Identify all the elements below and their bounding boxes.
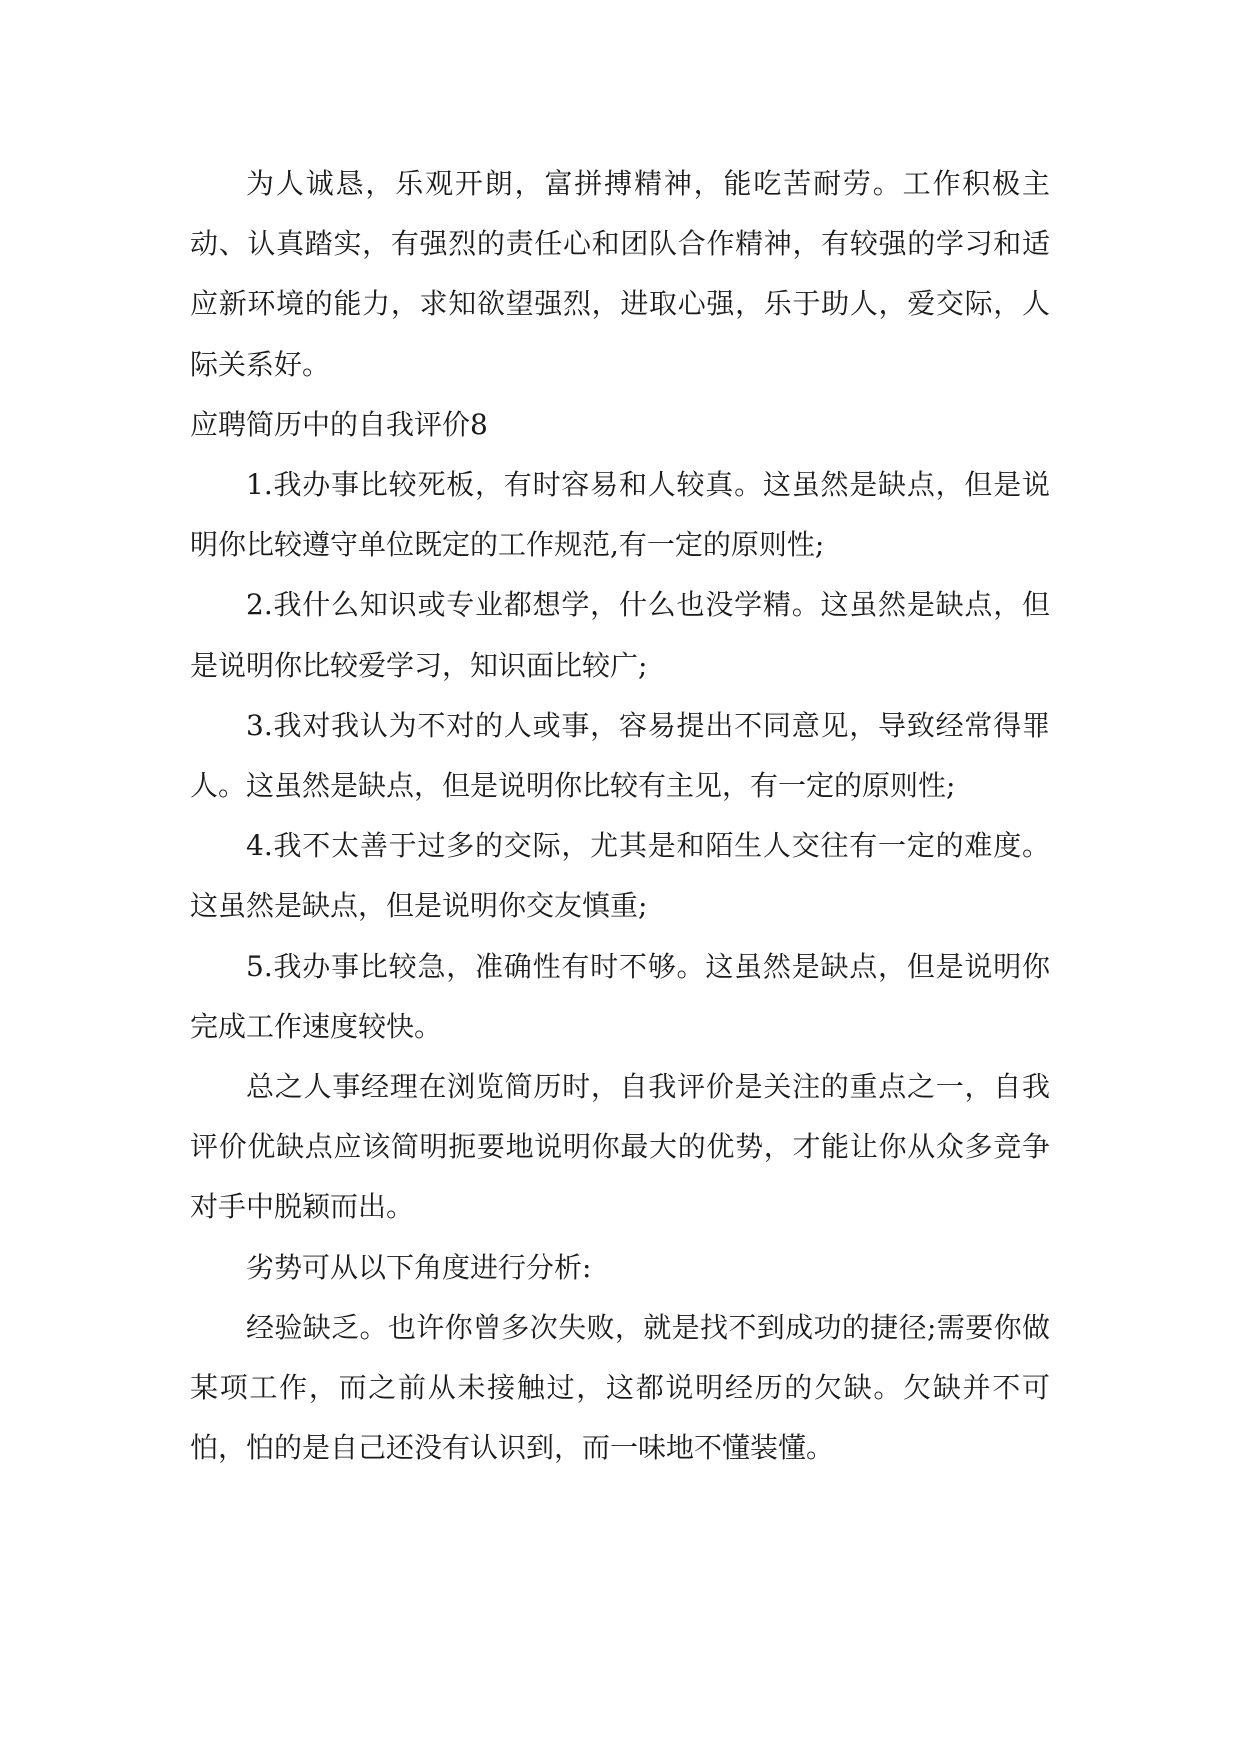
paragraph-weakness-intro: 劣势可从以下角度进行分析: (246, 1250, 592, 1284)
paragraph-summary: 总之人事经理在浏览简历时，自我评价是关注的重点之一，自我评价优缺点应该简明扼要地说明你最大的优势，才能让你从众多竞争对手中脱颖而出。 (190, 1070, 1050, 1224)
list-item-3: 3.我对我认为不对的人或事，容易提出不同意见，导致经常得罪人。这虽然是缺点，但是说明你比较有主见，有一定的原则性; (190, 708, 1050, 803)
list-item-5: 5.我办事比较急，准确性有时不够。这虽然是缺点，但是说明你完成工作速度较快。 (190, 949, 1050, 1043)
paragraph-self-introduction: 为人诚恳，乐观开朗，富拼搏精神，能吃苦耐劳。工作积极主动、认真踏实，有强烈的责任心和团队合作精神，有较强的学习和适应新环境的能力，求知欲望强烈，进取心强，乐于助人，爱交际，人际关系好。 (190, 167, 1050, 381)
section-heading: 应聘简历中的自我评价8 (190, 407, 488, 441)
list-item-4: 4.我不太善于过多的交际，尤其是和陌生人交往有一定的难度。这虽然是缺点，但是说明你交友慎重; (190, 829, 1050, 923)
list-item-1: 1.我办事比较死板，有时容易和人较真。这虽然是缺点，但是说明你比较遵守单位既定的工作规范,有一定的原则性; (190, 468, 1050, 562)
document-body (190, 154, 1050, 1478)
list-item-2: 2.我什么知识或专业都想学，什么也没学精。这虽然是缺点，但是说明你比较爱学习，知识面比较广; (190, 588, 1050, 682)
paragraph-lack-of-experience: 经验缺乏。也许你曾多次失败，就是找不到成功的捷径;需要你做某项工作，而之前从未接触过，这都说明经历的欠缺。欠缺并不可怕，怕的是自己还没有认识到，而一味地不懂装懂。 (190, 1310, 1050, 1465)
